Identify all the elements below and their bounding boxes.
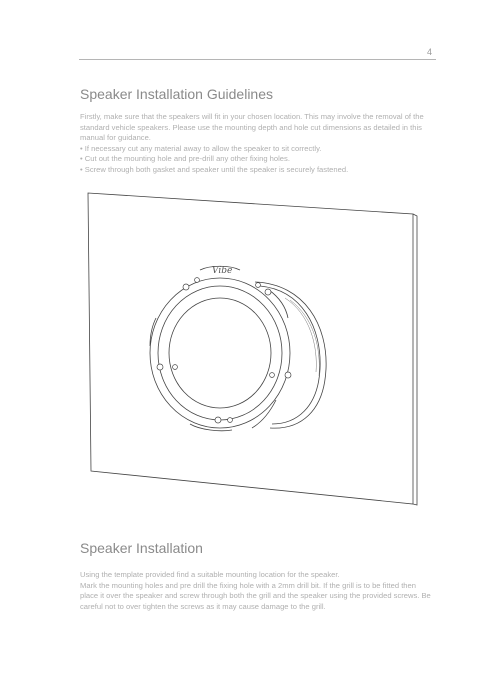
- section-heading-guidelines: Speaker Installation Guidelines: [80, 86, 274, 102]
- speaker-panel-drawing: [80, 186, 425, 506]
- guidelines-text: [80, 112, 436, 176]
- installation-line-1: Using the template provided find a suitable mounting location for the speaker.: [80, 570, 340, 579]
- screw-icon: [157, 364, 163, 370]
- screw-icon: [256, 283, 261, 288]
- guidelines-list: [80, 144, 436, 176]
- screw-icon: [265, 289, 271, 295]
- installation-text: [80, 570, 436, 612]
- vibe-logo: Vibe: [212, 266, 233, 276]
- panel-edge: [413, 214, 417, 505]
- speaker-opening: [169, 298, 271, 408]
- guideline-item: • Screw through both gasket and speaker until the speaker is securely fastened.: [80, 165, 436, 176]
- guideline-item: • If necessary cut any material away to allow the speaker to sit correctly.: [80, 144, 436, 155]
- screw-icon: [173, 365, 178, 370]
- screw-icon: [285, 372, 291, 378]
- page-number: 4: [426, 47, 432, 57]
- guideline-item: • Cut out the mounting hole and pre-drill any other fixing holes.: [80, 154, 436, 165]
- screw-icon: [215, 417, 221, 423]
- screw-icon: [228, 418, 233, 423]
- screw-icon: [270, 373, 275, 378]
- guidelines-intro: Firstly, make sure that the speakers will fit in your chosen location. This may involve the removal of the standard vehicle speakers. Please use the mounting depth and hole cut dimensions as detailed in this manual for guidance.: [80, 112, 424, 143]
- installation-line-2: Mark the mounting holes and pre drill the fixing hole with a 2mm drill bit. If the grill is to be fitted then place it over the speaker and screw through both the grill and the speaker using the provided screws. Be careful not to over tighten the screws as it may cause damage to the grill.: [80, 580, 431, 611]
- header-rule: [79, 59, 436, 60]
- speaker-installation-illustration: [80, 186, 425, 511]
- screw-icon: [183, 284, 189, 290]
- section-heading-installation: Speaker Installation: [80, 540, 203, 556]
- screw-icon: [195, 278, 200, 283]
